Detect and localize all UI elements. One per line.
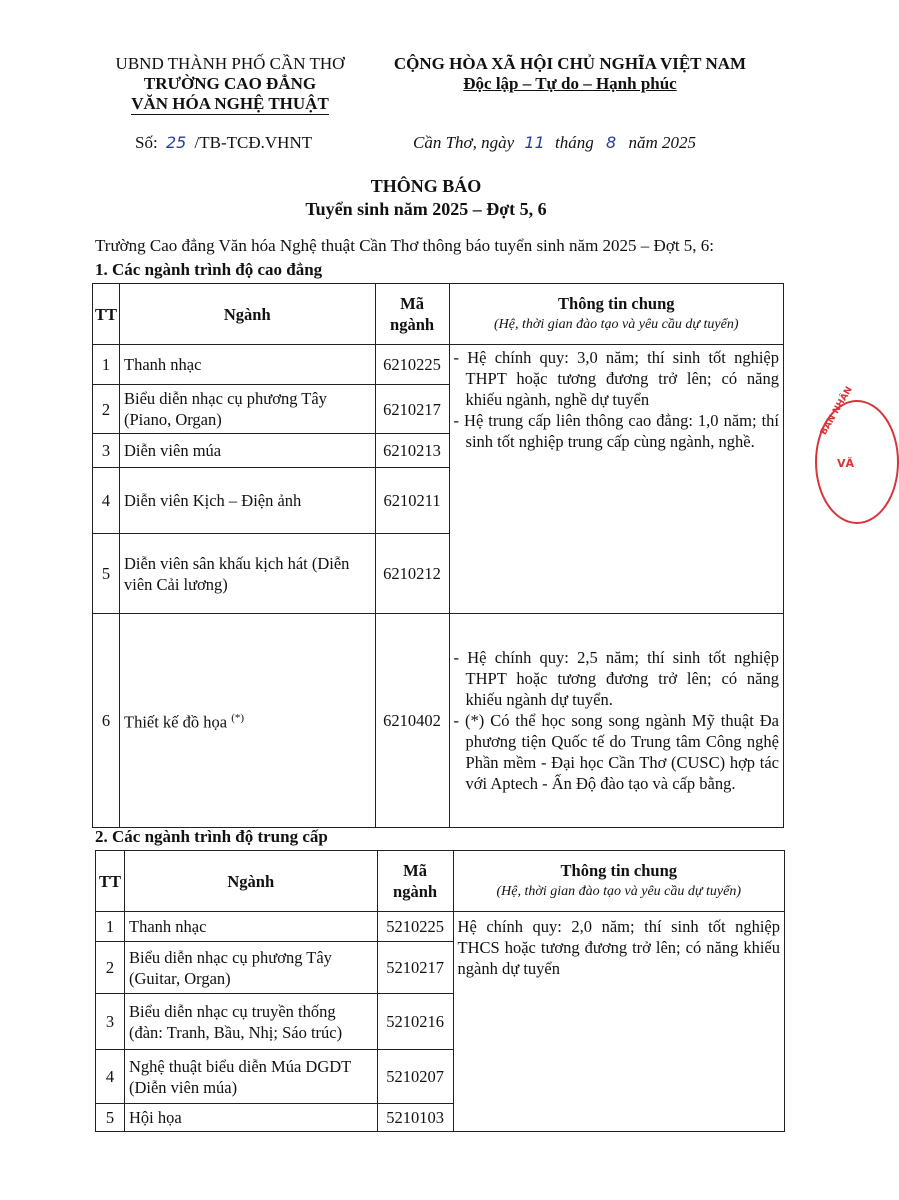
row-code: 6210213 xyxy=(375,434,449,468)
table-row xyxy=(93,614,784,828)
col-info-header xyxy=(453,851,784,912)
document-number xyxy=(135,133,312,153)
issuer-school-line2-text: VĂN HÓA NGHỆ THUẬT xyxy=(131,94,329,113)
row-major-text: Thiết kế đồ họa xyxy=(123,712,228,732)
notice-intro: Trường Cao đẳng Văn hóa Nghệ thuật Cần Thơ thông báo tuyển sinh năm 2025 – Đợt 5, 6: xyxy=(95,236,715,255)
row-tt: 1 xyxy=(96,912,125,942)
col-code-header-line2: ngành xyxy=(390,315,435,334)
row-code: 5210207 xyxy=(377,1050,453,1104)
row-major: Diễn viên Kịch – Điện ảnh xyxy=(119,468,375,534)
col-major-header: Ngành xyxy=(119,284,375,345)
college-majors-table xyxy=(92,283,784,828)
date-month: 8 xyxy=(606,133,617,152)
section2-heading: 2. Các ngành trình độ trung cấp xyxy=(95,827,328,846)
stamp-text-2: VĂ xyxy=(837,457,855,470)
table-row xyxy=(96,912,785,942)
row-code: 6210402 xyxy=(375,614,449,828)
row-tt: 4 xyxy=(96,1050,125,1104)
row-tt: 5 xyxy=(96,1104,125,1132)
table-row xyxy=(93,345,784,385)
col-code-header-line1: Mã xyxy=(400,294,424,313)
row-code: 5210216 xyxy=(377,994,453,1050)
row-code: 5210103 xyxy=(377,1104,453,1132)
col-code-header xyxy=(375,284,449,345)
national-motto-text: Độc lập – Tự do – Hạnh phúc xyxy=(463,74,677,93)
row-tt: 2 xyxy=(96,942,125,994)
row-info-group2 xyxy=(449,614,783,828)
row-tt: 2 xyxy=(93,385,120,434)
document-date xyxy=(413,133,696,153)
info-item: - Hệ chính quy: 2,5 năm; thí sinh tốt nghiệp THPT hoặc tương đương trở lên; có năng khiếu ngành dự tuyển. xyxy=(453,648,779,709)
stamp-text-1: BAN NHÂN xyxy=(819,385,855,437)
intermediate-majors-table xyxy=(95,850,785,1132)
row-major: Thanh nhạc xyxy=(124,912,377,942)
date-day: 11 xyxy=(524,133,545,152)
col-info-header-title: Thông tin chung xyxy=(560,861,677,880)
row-major: Nghệ thuật biểu diễn Múa DGDT (Diễn viên múa) xyxy=(124,1050,377,1104)
date-year: năm 2025 xyxy=(628,133,696,152)
row-major: Thanh nhạc xyxy=(119,345,375,385)
row-code: 5210225 xyxy=(377,912,453,942)
table-header-row xyxy=(96,851,785,912)
row-code: 6210217 xyxy=(375,385,449,434)
notice-title: THÔNG BÁO xyxy=(370,176,482,196)
document-number-value: 25 xyxy=(165,133,187,152)
issuer-authority: UBND THÀNH PHỐ CẦN THƠ xyxy=(115,54,345,73)
official-stamp xyxy=(815,385,899,524)
info-item: - Hệ chính quy: 3,0 năm; thí sinh tốt nghiệp THPT hoặc tương đương trở lên; có năng khiếu ngành, nghề dự tuyển xyxy=(453,348,779,409)
col-info-header-sub: (Hệ, thời gian đào tạo và yêu cầu dự tuyển) xyxy=(494,317,739,332)
row-tt: 4 xyxy=(93,468,120,534)
document-number-prefix: Số: xyxy=(135,133,158,152)
row-code: 5210217 xyxy=(377,942,453,994)
issuer-block xyxy=(95,54,365,114)
document-number-suffix: /TB-TCĐ.VHNT xyxy=(194,133,313,152)
date-place: Cần Thơ, ngày xyxy=(413,133,515,152)
info-item: - (*) Có thể học song song ngành Mỹ thuật Đa phương tiện Quốc tế do Trung tâm Công nghệ Phần mềm - Đại học Cần Thơ (CUSC) hợp tác với Aptech - Ấn Độ đào tạo và cấp bằng. xyxy=(453,711,779,793)
row-major: Hội họa xyxy=(124,1104,377,1132)
row-major-footnote-mark: (*) xyxy=(231,712,245,725)
col-info-header-title: Thông tin chung xyxy=(558,294,675,313)
row-code: 6210212 xyxy=(375,534,449,614)
national-block xyxy=(365,54,775,94)
row-tt: 1 xyxy=(93,345,120,385)
row-info: Hệ chính quy: 2,0 năm; thí sinh tốt nghiệp THCS hoặc tương đương trở lên; có năng khiếu ngành dự tuyển xyxy=(453,912,784,1132)
col-major-header: Ngành xyxy=(124,851,377,912)
col-code-header-line1: Mã xyxy=(403,861,427,880)
col-code-header-line2: ngành xyxy=(393,882,438,901)
col-info-header xyxy=(449,284,783,345)
row-code: 6210225 xyxy=(375,345,449,385)
col-tt-header: TT xyxy=(96,851,125,912)
row-tt: 5 xyxy=(93,534,120,614)
table-header-row xyxy=(93,284,784,345)
row-major xyxy=(119,614,375,828)
col-code-header xyxy=(377,851,453,912)
national-motto xyxy=(365,74,775,94)
row-major: Diễn viên múa xyxy=(119,434,375,468)
row-tt: 3 xyxy=(93,434,120,468)
issuer-school-line1: TRƯỜNG CAO ĐẲNG xyxy=(143,74,317,93)
notice-subtitle: Tuyển sinh năm 2025 – Đợt 5, 6 xyxy=(305,199,547,219)
row-major: Biểu diễn nhạc cụ truyền thống (đàn: Tranh, Bầu, Nhị; Sáo trúc) xyxy=(124,994,377,1050)
col-tt-header: TT xyxy=(93,284,120,345)
row-major: Biểu diễn nhạc cụ phương Tây (Guitar, Organ) xyxy=(124,942,377,994)
row-info-group1 xyxy=(449,345,783,614)
date-month-label: tháng xyxy=(555,133,594,152)
national-title: CỘNG HÒA XÃ HỘI CHỦ NGHĨA VIỆT NAM xyxy=(393,54,747,73)
row-major: Biểu diễn nhạc cụ phương Tây (Piano, Organ) xyxy=(119,385,375,434)
row-tt: 3 xyxy=(96,994,125,1050)
section1-heading: 1. Các ngành trình độ cao đẳng xyxy=(95,260,323,279)
info-item: - Hệ trung cấp liên thông cao đẳng: 1,0 năm; thí sinh tốt nghiệp trung cấp cùng ngành, nghề. xyxy=(453,411,779,451)
row-tt: 6 xyxy=(93,614,120,828)
row-major: Diễn viên sân khấu kịch hát (Diễn viên Cải lương) xyxy=(119,534,375,614)
issuer-school-line2 xyxy=(95,94,365,114)
col-info-header-sub: (Hệ, thời gian đào tạo và yêu cầu dự tuyển) xyxy=(496,884,742,899)
row-code: 6210211 xyxy=(375,468,449,534)
